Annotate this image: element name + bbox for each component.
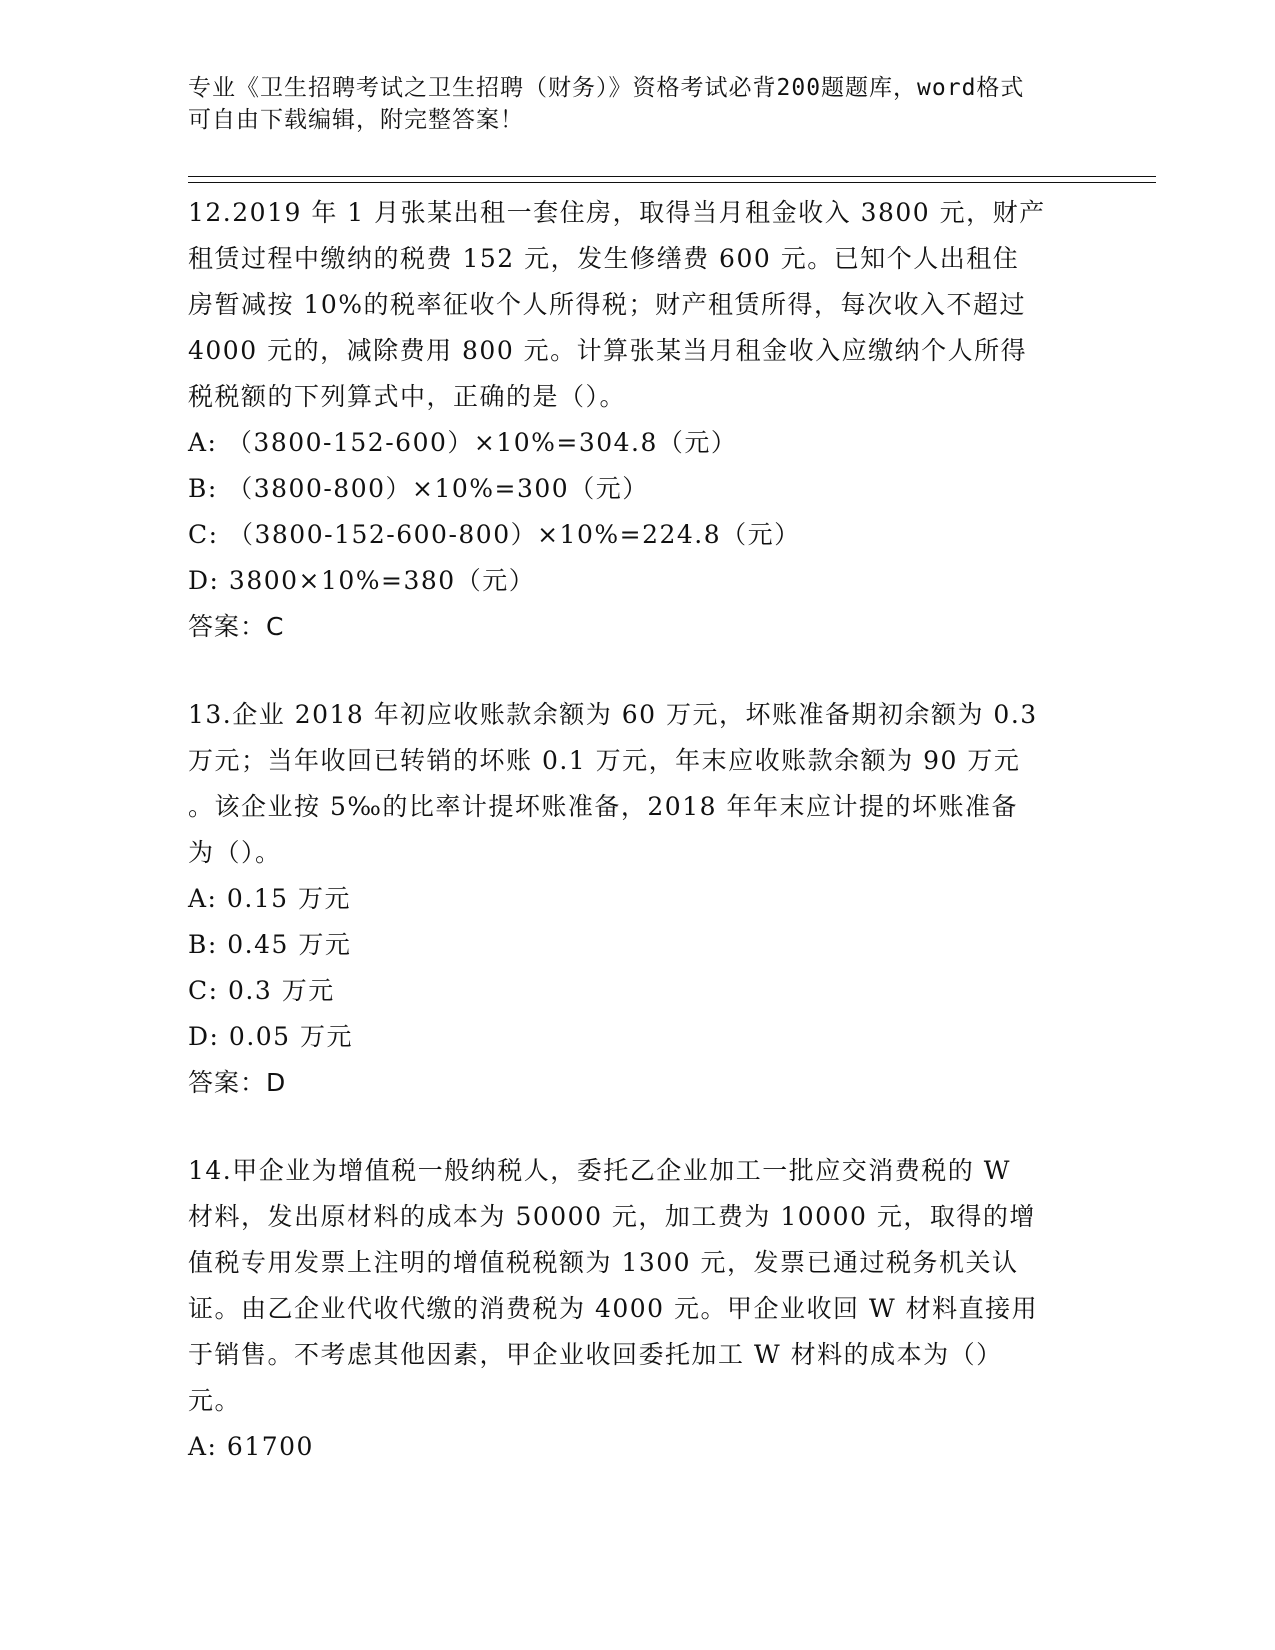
question-text-line: 万元；当年收回已转销的坏账 0.1 万元，年末应收账款余额为 90 万元 <box>188 746 1021 775</box>
question-text-line: 租赁过程中缴纳的税费 152 元，发生修缮费 600 元。已知个人出租住 <box>188 244 1020 273</box>
question-spacer <box>188 1106 1088 1148</box>
option-b: B: 0.45 万元 <box>188 930 352 959</box>
question-text-line: 证。由乙企业代收代缴的消费税为 4000 元。甲企业收回 W 材料直接用 <box>188 1294 1039 1323</box>
option-a: A: 0.15 万元 <box>188 884 352 913</box>
question-text-line: 于销售。不考虑其他因素，甲企业收回委托加工 W 材料的成本为（） <box>188 1340 1003 1369</box>
header-line-2: 可自由下载编辑，附完整答案！ <box>188 107 524 133</box>
option-c: C: 0.3 万元 <box>188 976 335 1005</box>
option-a: A: 61700 <box>188 1432 314 1461</box>
question-text-line: 12.2019 年 1 月张某出租一套住房，取得当月租金收入 3800 元，财产 <box>188 198 1046 227</box>
question-text-line: 材料，发出原材料的成本为 50000 元，加工费为 10000 元，取得的增 <box>188 1202 1036 1231</box>
question-13 <box>188 692 1088 1106</box>
question-text-line: 13.企业 2018 年初应收账款余额为 60 万元，坏账准备期初余额为 0.3 <box>188 700 1038 729</box>
document-header <box>188 72 1088 136</box>
answer-label: 答案：C <box>188 612 285 641</box>
question-text-line: 房暂减按 10%的税率征收个人所得税；财产租赁所得，每次收入不超过 <box>188 290 1027 319</box>
option-b: B: （3800-800）×10%=300（元） <box>188 474 649 503</box>
header-line-1: 专业《卫生招聘考试之卫生招聘（财务）》资格考试必背200题题库，word格式 <box>188 75 1025 101</box>
question-text-line: 为（）。 <box>188 838 282 867</box>
question-list <box>188 190 1088 1470</box>
question-14 <box>188 1148 1088 1470</box>
question-text-line: 14.甲企业为增值税一般纳税人，委托乙企业加工一批应交消费税的 W <box>188 1156 1011 1185</box>
question-spacer <box>188 650 1088 692</box>
header-divider-top <box>188 176 1156 177</box>
answer-label: 答案：D <box>188 1068 287 1097</box>
question-text-line: 元。 <box>188 1386 242 1415</box>
question-12 <box>188 190 1088 650</box>
question-text-line: 4000 元的，减除费用 800 元。计算张某当月租金收入应缴纳个人所得 <box>188 336 1028 365</box>
question-text-line: 。该企业按 5‰的比率计提坏账准备，2018 年年末应计提的坏账准备 <box>188 792 1018 821</box>
header-divider-bottom <box>188 182 1156 183</box>
option-d: D: 0.05 万元 <box>188 1022 354 1051</box>
option-a: A: （3800-152-600）×10%=304.8（元） <box>188 428 738 457</box>
question-text-line: 值税专用发票上注明的增值税税额为 1300 元，发票已通过税务机关认 <box>188 1248 1019 1277</box>
option-c: C: （3800-152-600-800）×10%=224.8（元） <box>188 520 801 549</box>
question-text-line: 税税额的下列算式中，正确的是（）。 <box>188 382 627 411</box>
option-d: D: 3800×10%=380（元） <box>188 566 536 595</box>
